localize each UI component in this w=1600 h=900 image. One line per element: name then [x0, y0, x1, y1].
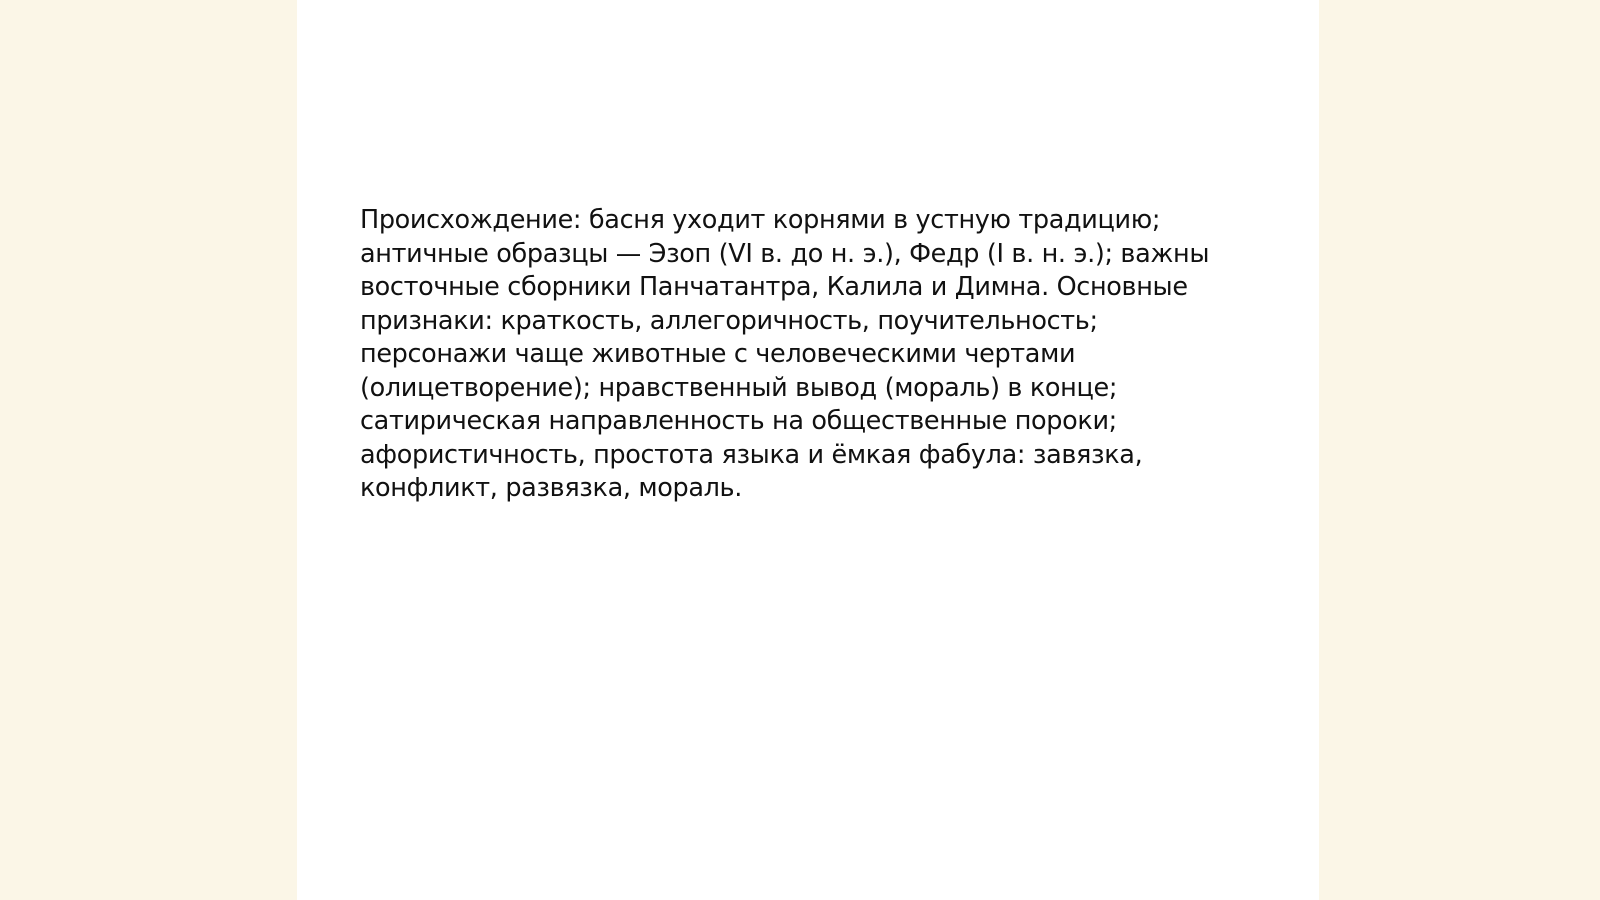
- paragraph-line: (олицетворение); нравственный вывод (мораль) в конце;: [360, 372, 1118, 403]
- paragraph-line: сатирическая направленность на общественные пороки;: [360, 406, 1117, 436]
- paragraph-line: Происхождение: басня уходит корнями в устную традицию;: [360, 205, 1161, 235]
- paragraph-line: персонажи чаще животные с человеческими чертами: [360, 339, 1076, 369]
- body-paragraph: [360, 204, 1250, 506]
- paragraph-line: конфликт, развязка, мораль.: [360, 473, 742, 503]
- paragraph-line: признаки: краткость, аллегоричность, поучительность;: [360, 305, 1098, 336]
- paragraph-line: восточные сборники Панчатантра, Калила и Димна. Основные: [360, 272, 1188, 302]
- paragraph-line: античные образцы — Эзоп (VI в. до н. э.), Федр (I в. н. э.); важны: [360, 238, 1210, 269]
- document-page: [297, 0, 1319, 900]
- paragraph-line: афористичность, простота языка и ёмкая фабула: завязка,: [360, 439, 1143, 470]
